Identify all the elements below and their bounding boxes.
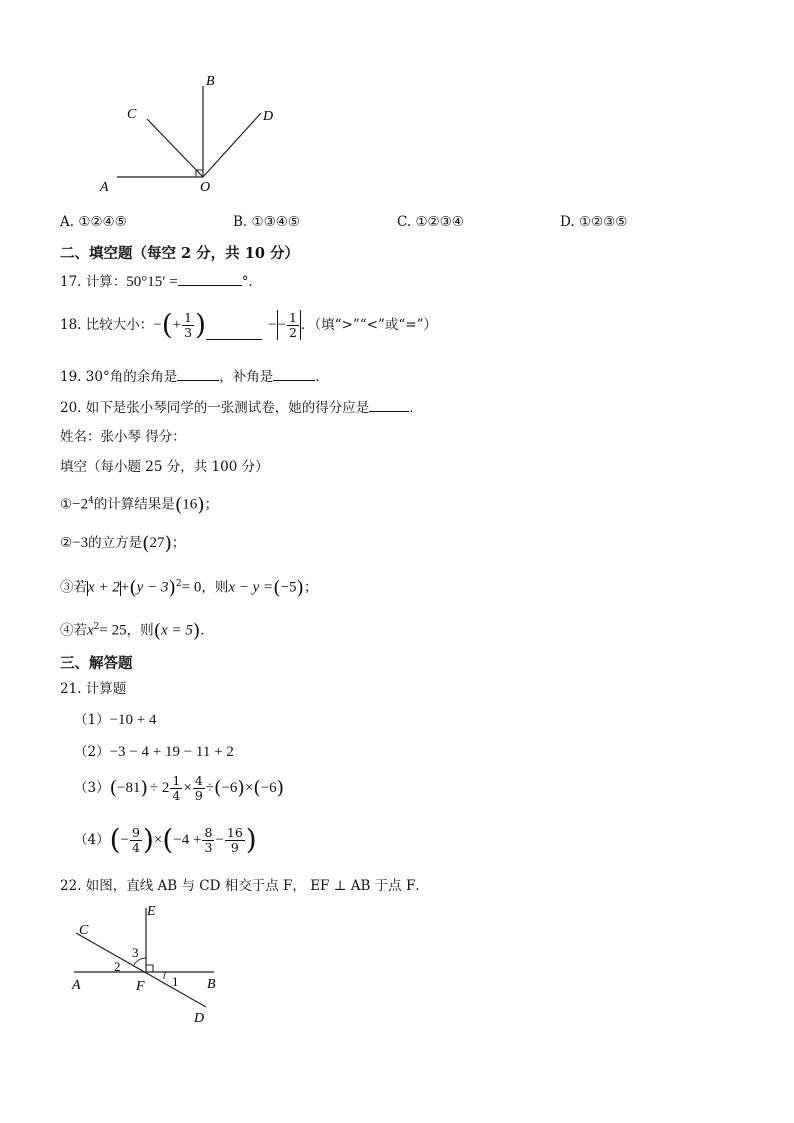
ray-od <box>203 113 261 177</box>
option-b[interactable]: B. ①③④⑤ <box>233 214 300 230</box>
q21-part-1: （1）−10 + 4 <box>74 712 157 728</box>
label-d: D <box>263 109 274 124</box>
section-3-title: 三、解答题 <box>60 655 133 672</box>
label-2: 2 <box>114 959 121 974</box>
label-c: C <box>127 107 137 122</box>
option-c[interactable]: C. ①②③④ <box>397 214 464 230</box>
question-21-title: 21. 计算题 <box>60 681 127 697</box>
test-item-4: ④若$x^2= 25$，则(x = 5)． <box>60 620 214 642</box>
answer-blank-19a[interactable] <box>177 366 219 381</box>
q21-part-2: （2）−3 − 4 + 19 − 11 + 2 <box>74 744 234 760</box>
test-name-line: 姓名：张小琴 得分： <box>60 429 186 445</box>
label-e: E <box>147 904 156 919</box>
right-angle-mark <box>146 965 153 972</box>
option-a[interactable]: A. ①②④⑤ <box>60 214 127 230</box>
label-f: F <box>136 979 145 994</box>
answer-blank-17[interactable] <box>178 271 242 286</box>
answer-blank-20[interactable] <box>369 397 409 412</box>
label-o: O <box>200 180 211 195</box>
angle-figure-aob <box>90 66 290 198</box>
label-d: D <box>194 1011 205 1026</box>
label-a: A <box>72 978 81 993</box>
question-19: 19. 30°角的余角是 ，补角是 ． <box>60 366 329 386</box>
test-fill-line: 填空（每小题 25 分，共 100 分） <box>60 459 269 475</box>
answer-blank-18[interactable] <box>206 325 262 340</box>
label-a: A <box>100 180 109 195</box>
answer-blank-19b[interactable] <box>273 366 315 381</box>
option-d[interactable]: D. ①②③⑤ <box>560 214 628 230</box>
label-3: 3 <box>132 945 139 960</box>
label-b: B <box>207 977 216 992</box>
question-20: 20. 如下是张小琴同学的一张测试卷，她的得分应是 ． <box>60 397 423 417</box>
question-22: 22. 如图，直线 AB 与 CD 相交于点 F， EF ⊥ AB 于点 F． <box>60 878 429 894</box>
question-18: 18. 比较大小： − ( + $\frac{1}{3}$ ) − − $\frac{1}{2}$ ．（填“>”“<”或“=”） <box>60 308 438 341</box>
angle-arc-1 <box>164 972 166 979</box>
q21-part-4: （4） ( − $\frac{9}{4}$ ) × ( −4 + $\frac{8}{3}$ − $\frac{16}{9}$ ) <box>74 823 257 856</box>
label-b: B <box>206 74 215 89</box>
test-item-2: ②−3的立方是(27)； <box>60 532 186 555</box>
line-cd <box>76 933 206 1007</box>
ray-oc <box>147 119 203 177</box>
label-1: 1 <box>172 974 179 989</box>
label-c: C <box>79 923 89 938</box>
test-item-1: $①-2^4$的计算结果是(16)； <box>60 494 219 516</box>
test-item-3: ③若$x + 2+(y - 3)^2= 0$，则x − y =(−5)； <box>60 577 318 599</box>
intersecting-lines-figure <box>64 900 234 1030</box>
q21-part-3: （3） ( −81 ) ÷ 2 $\frac{1}{4}$ × $\frac{4}{9}$ ÷ ( −6 ) × ( −6 ) <box>74 772 285 803</box>
section-2-title: 二、填空题（每空 2 分，共 10 分） <box>60 245 299 262</box>
question-17: 17. 计算：50°15′ = °． <box>60 271 262 291</box>
